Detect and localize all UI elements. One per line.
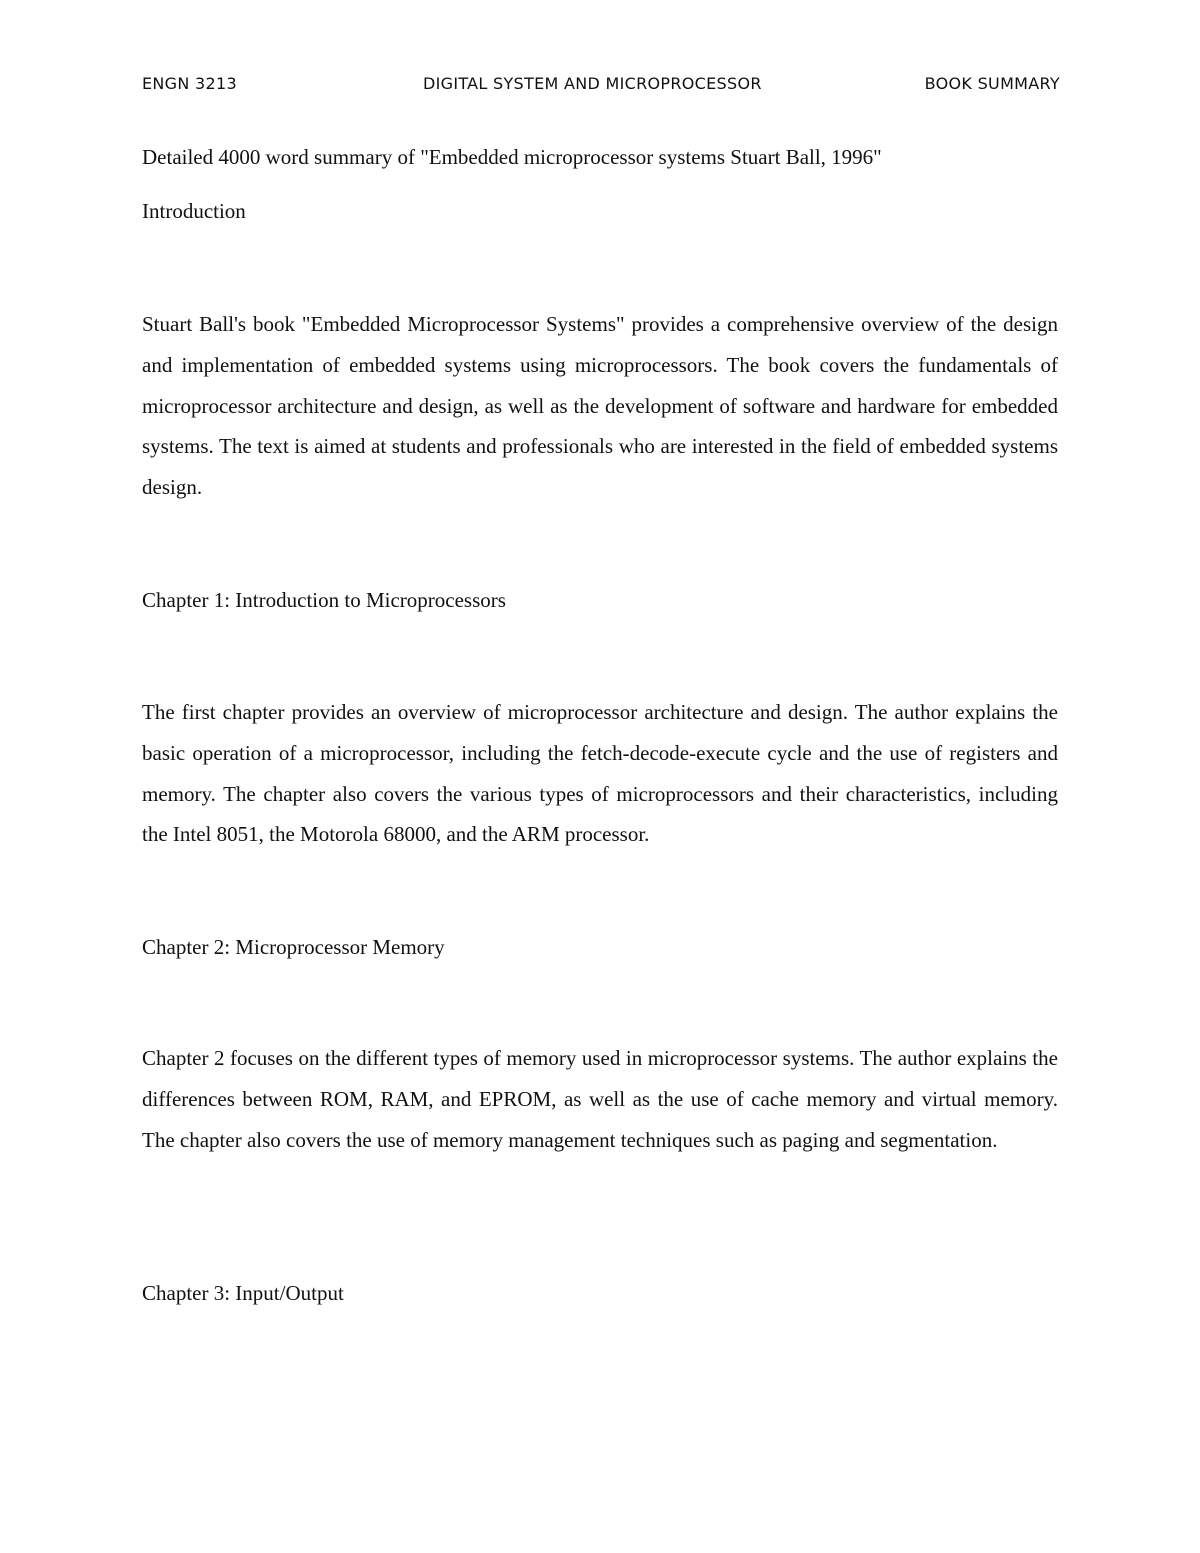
intro-paragraph: Stuart Ball's book "Embedded Microprocessor Systems" provides a comprehensive overview of the design and implementation of embedded systems using microprocessors. The book covers the fundamentals of microprocessor architecture and design, as well as the development of software and hardware for embedded systems. The text is aimed at students and professionals who are interested in the field of embedded systems design. [142, 312, 1058, 500]
chapter-1-heading: Chapter 1: Introduction to Microprocessors [142, 588, 506, 612]
running-header [142, 74, 1060, 98]
chapter-1-paragraph: The first chapter provides an overview of microprocessor architecture and design. The author explains the basic operation of a microprocessor, including the fetch-decode-execute cycle and the use of registers and memory. The chapter also covers the various types of microprocessors and their characteristics, including the Intel 8051, the Motorola 68000, and the ARM processor. [142, 700, 1058, 847]
document-title-line: Detailed 4000 word summary of "Embedded microprocessor systems Stuart Ball, 1996" [142, 145, 882, 169]
header-course-title: DIGITAL SYSTEM AND MICROPROCESSOR [423, 74, 762, 93]
chapter-2-paragraph: Chapter 2 focuses on the different types of memory used in microprocessor systems. The author explains the differences between ROM, RAM, and EPROM, as well as the use of cache memory and virtual memory. The chapter also covers the use of memory management techniques such as paging and segmentation. [142, 1046, 1058, 1152]
chapter-2-heading: Chapter 2: Microprocessor Memory [142, 935, 445, 959]
header-doc-type: BOOK SUMMARY [924, 74, 1060, 93]
intro-heading: Introduction [142, 199, 246, 223]
header-course-code: ENGN 3213 [142, 74, 237, 93]
chapter-3-heading: Chapter 3: Input/Output [142, 1281, 344, 1305]
